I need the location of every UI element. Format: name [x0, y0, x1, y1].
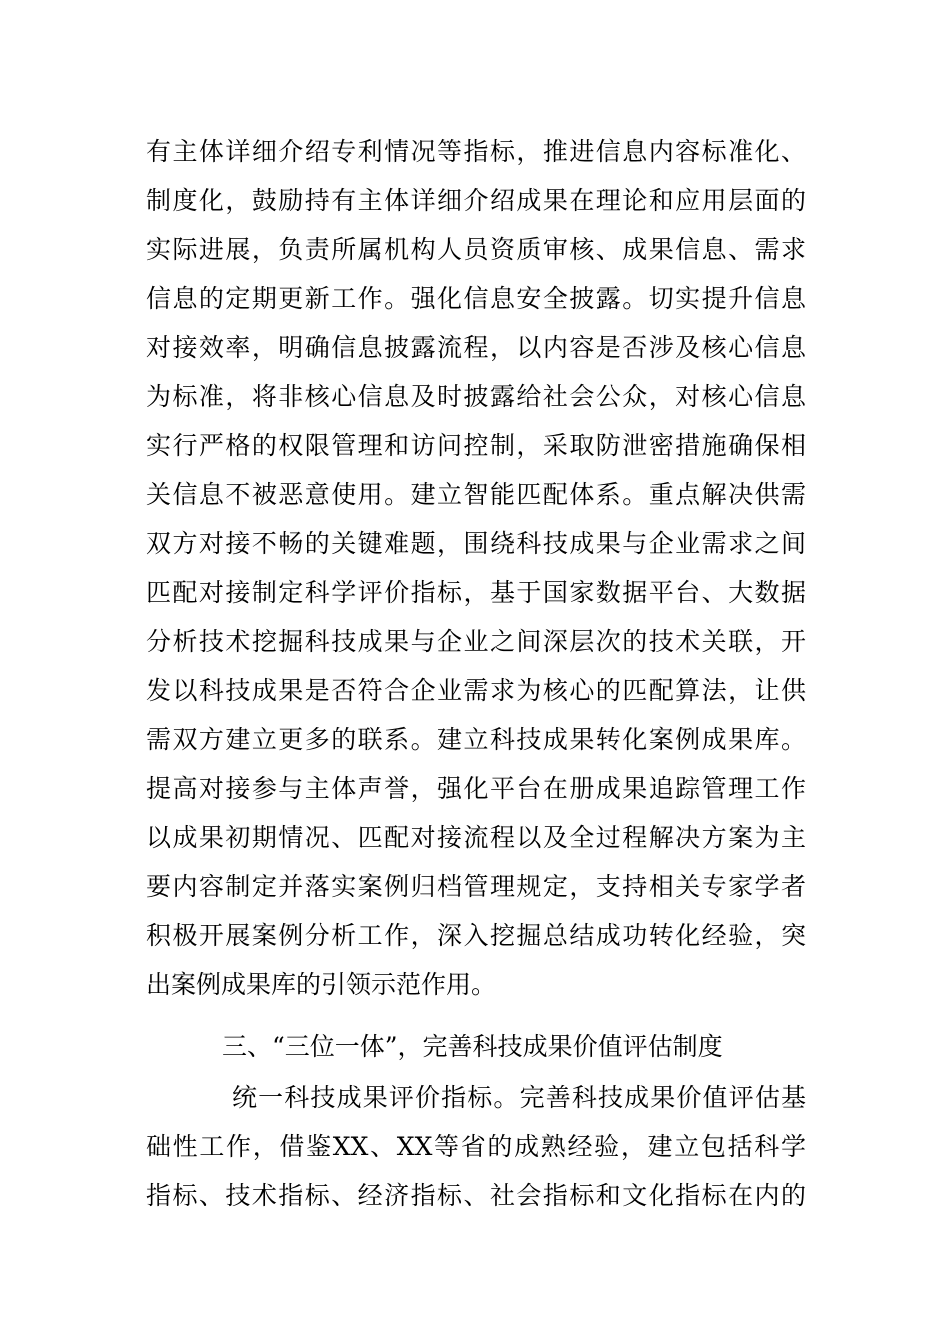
text-line: 提高对接参与主体声誉，强化平台在册成果追踪管理工作 [146, 774, 806, 803]
text-line: 分析技术挖掘科技成果与企业之间深层次的技术关联，开 [146, 627, 806, 656]
section-text-line: 础性工作，借鉴XX、XX等省的成熟经验，建立包括科学 [146, 1132, 806, 1161]
text-line: 实行严格的权限管理和访问控制，采取防泄密措施确保相 [146, 431, 806, 460]
text-line: 实际进展，负责所属机构人员资质审核、成果信息、需求 [146, 235, 806, 264]
text-line-last: 出案例成果库的引领示范作用。 [146, 970, 497, 999]
text-line: 对接效率，明确信息披露流程，以内容是否涉及核心信息 [146, 333, 806, 362]
text-line: 以成果初期情况、匹配对接流程以及全过程解决方案为主 [146, 823, 806, 852]
text-line: 有主体详细介绍专利情况等指标，推进信息内容标准化、 [146, 137, 806, 166]
text-line: 信息的定期更新工作。强化信息安全披露。切实提升信息 [146, 284, 806, 313]
text-line: 为标准，将非核心信息及时披露给社会公众，对核心信息 [146, 382, 806, 411]
section-text-line: 统一科技成果评价指标。完善科技成果价值评估基 [232, 1083, 806, 1112]
text-line: 双方对接不畅的关键难题，围绕科技成果与企业需求之间 [146, 529, 806, 558]
text-line: 需双方建立更多的联系。建立科技成果转化案例成果库。 [146, 725, 806, 754]
text-line: 要内容制定并落实案例归档管理规定，支持相关专家学者 [146, 872, 806, 901]
text-line: 发以科技成果是否符合企业需求为核心的匹配算法，让供 [146, 676, 806, 705]
section-heading: 三、“三位一体”，完善科技成果价值评估制度 [222, 1032, 723, 1061]
text-line: 制度化，鼓励持有主体详细介绍成果在理论和应用层面的 [146, 186, 806, 215]
section-text-line: 指标、技术指标、经济指标、社会指标和文化指标在内的 [146, 1181, 806, 1210]
text-line: 匹配对接制定科学评价指标，基于国家数据平台、大数据 [146, 578, 806, 607]
text-line: 关信息不被恶意使用。建立智能匹配体系。重点解决供需 [146, 480, 806, 509]
text-line: 积极开展案例分析工作，深入挖掘总结成功转化经验，突 [146, 921, 806, 950]
